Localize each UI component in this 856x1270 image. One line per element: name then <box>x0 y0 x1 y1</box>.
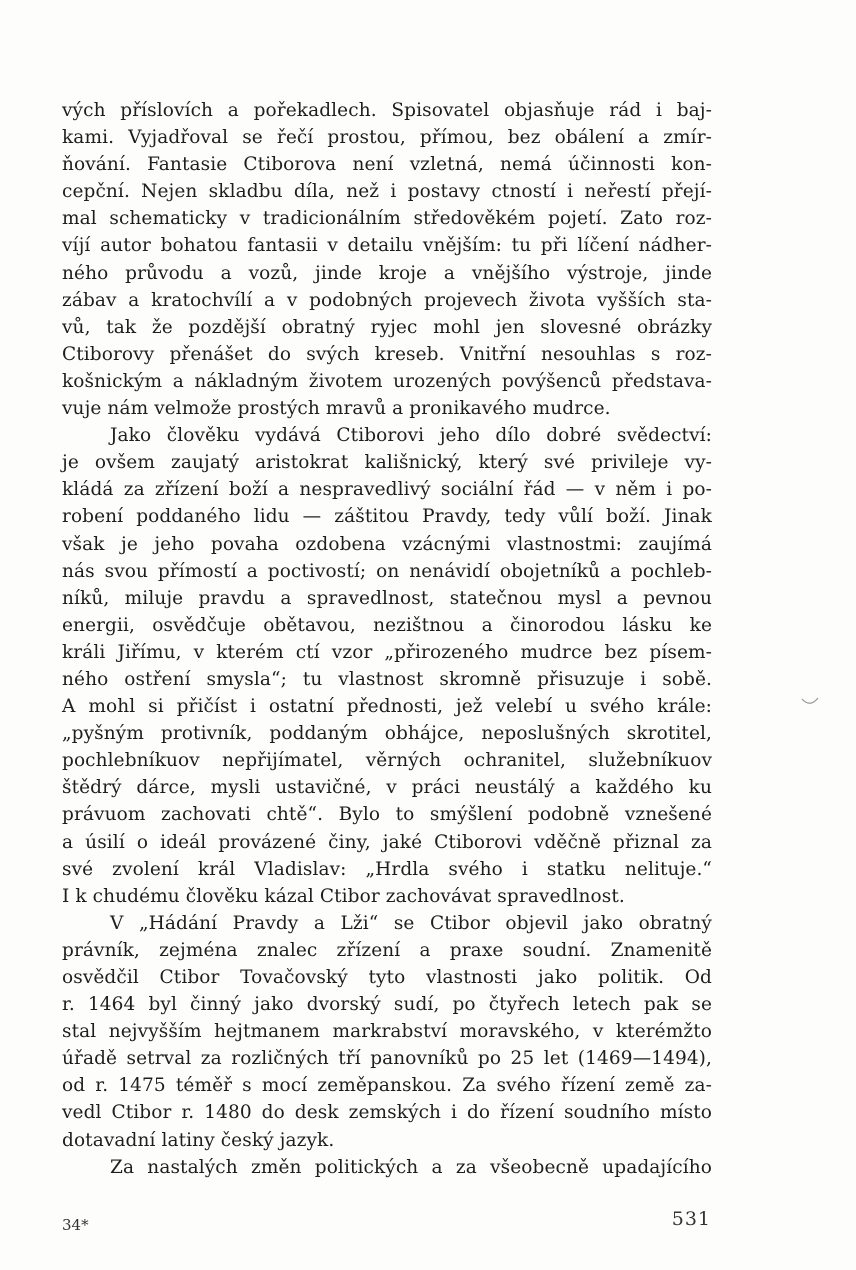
text-line: od r. 1475 téměř s mocí zeměpanskou. Za svého řízení země za- <box>62 1075 712 1097</box>
text-line: kládá za zřízení boží a nespravedlivý sociální řád — v něm i po- <box>62 479 712 501</box>
text-line: energii, osvědčuje obětavou, nezištnou a činorodou lásku ke <box>62 614 712 636</box>
text-line: I k chudému člověku kázal Ctibor zachovávat spravedlnost. <box>62 885 625 907</box>
text-line: vů, tak že pozdější obratný ryjec mohl jen slovesné obrázky <box>62 316 712 338</box>
text-line: však je jeho povaha ozdobena vzácnými vlastnostmi: zaujímá <box>62 533 712 555</box>
text-line: ného ostření smysla“; tu vlastnost skromně přisuzuje i sobě. <box>62 668 712 690</box>
text-line: právník, zejména znalec zřízení a praxe soudní. Znamenitě <box>62 939 712 961</box>
text-line: víjí autor bohatou fantasii v detailu vnějším: tu při líčení nádher- <box>62 235 712 257</box>
text-line: osvědčil Ctibor Tovačovský tyto vlastnosti jako politik. Od <box>62 967 712 988</box>
text-line: vuje nám velmože prostých mravů a pronikavého mudrce. <box>62 398 611 420</box>
text-line: ňování. Fantasie Ctiborova není vzletná, nemá účinnosti kon- <box>62 154 712 176</box>
page-number: 531 <box>671 1208 711 1230</box>
text-line: cepční. Nejen skladbu díla, než i postavy ctností i neřestí přejí- <box>62 181 712 203</box>
text-line: V „Hádání Pravdy a Lži“ se Ctibor objevil jako obratný <box>110 912 712 934</box>
text-line: Ctiborovy přenášet do svých kreseb. Vnitřní nesouhlas s roz- <box>62 343 712 365</box>
margin-mark-icon <box>801 697 819 707</box>
text-line: štědrý dárce, mysli ustavičné, v práci neustálý a každého ku <box>62 777 712 799</box>
text-line: nás svou přímostí a poctivostí; on nenávidí obojetníků a pochleb- <box>62 560 712 582</box>
text-line: je ovšem zaujatý aristokrat kališnický, který své privileje vy- <box>62 452 712 474</box>
signature-mark: 34* <box>62 1216 89 1234</box>
text-line: ného průvodu a vozů, jinde kroje a vnějšího výstroje, jinde <box>62 262 712 284</box>
text-line: níků, miluje pravdu a spravedlnost, statečnou mysl a pevnou <box>62 587 712 609</box>
text-line: Za nastalých změn politických a za všeobecně upadajícího <box>110 1156 712 1178</box>
text-line: A mohl si přičíst i ostatní přednosti, jež velebí u svého krále: <box>62 696 712 718</box>
text-line: a úsilí o ideál provázené činy, jaké Ctiborovi vděčně přiznal za <box>62 831 712 853</box>
text-line: králi Jiřímu, v kterém ctí vzor „přirozeného mudrce bez písem- <box>62 641 712 663</box>
text-line: „pyšným protivník, poddaným obhájce, neposlušných skrotitel, <box>62 723 712 745</box>
body-text <box>62 97 712 1181</box>
text-line: úřadě setrval za rozličných tří panovníků po 25 let (1469—1494), <box>62 1048 712 1070</box>
text-line: své zvolení král Vladislav: „Hrdla svého i statku nelituje.“ <box>62 858 712 880</box>
text-line: právuom zachovati chtě“. Bylo to smýšlení podobně vznešené <box>62 804 712 826</box>
text-line: košnickým a nákladným životem urozených povýšenců představa- <box>62 370 712 392</box>
text-line: dotavadní latiny český jazyk. <box>62 1129 335 1151</box>
text-line: kami. Vyjadřoval se řečí prostou, přímou, bez obálení a zmír- <box>62 127 712 149</box>
text-line: stal nejvyšším hejtmanem markrabství moravského, v kterémžto <box>62 1021 712 1043</box>
text-line: pochlebníkuov nepřijímatel, věrných ochranitel, služebníkuov <box>62 750 712 772</box>
text-line: vých příslovích a pořekadlech. Spisovatel objasňuje rád i baj- <box>62 100 712 121</box>
text-line: r. 1464 byl činný jako dvorský sudí, po čtyřech letech pak se <box>62 994 712 1016</box>
text-line: mal schematicky v tradicionálním středověkém pojetí. Zato roz- <box>62 208 712 230</box>
text-line: zábav a kratochvílí a v podobných projevech života vyšších sta- <box>62 289 712 311</box>
text-line: robení poddaného lidu — záštitou Pravdy, tedy vůlí boží. Jinak <box>62 506 712 528</box>
text-line: Jako člověku vydává Ctiborovi jeho dílo dobré svědectví: <box>110 425 712 447</box>
text-line: vedl Ctibor r. 1480 do desk zemských i do řízení soudního místo <box>62 1102 712 1124</box>
